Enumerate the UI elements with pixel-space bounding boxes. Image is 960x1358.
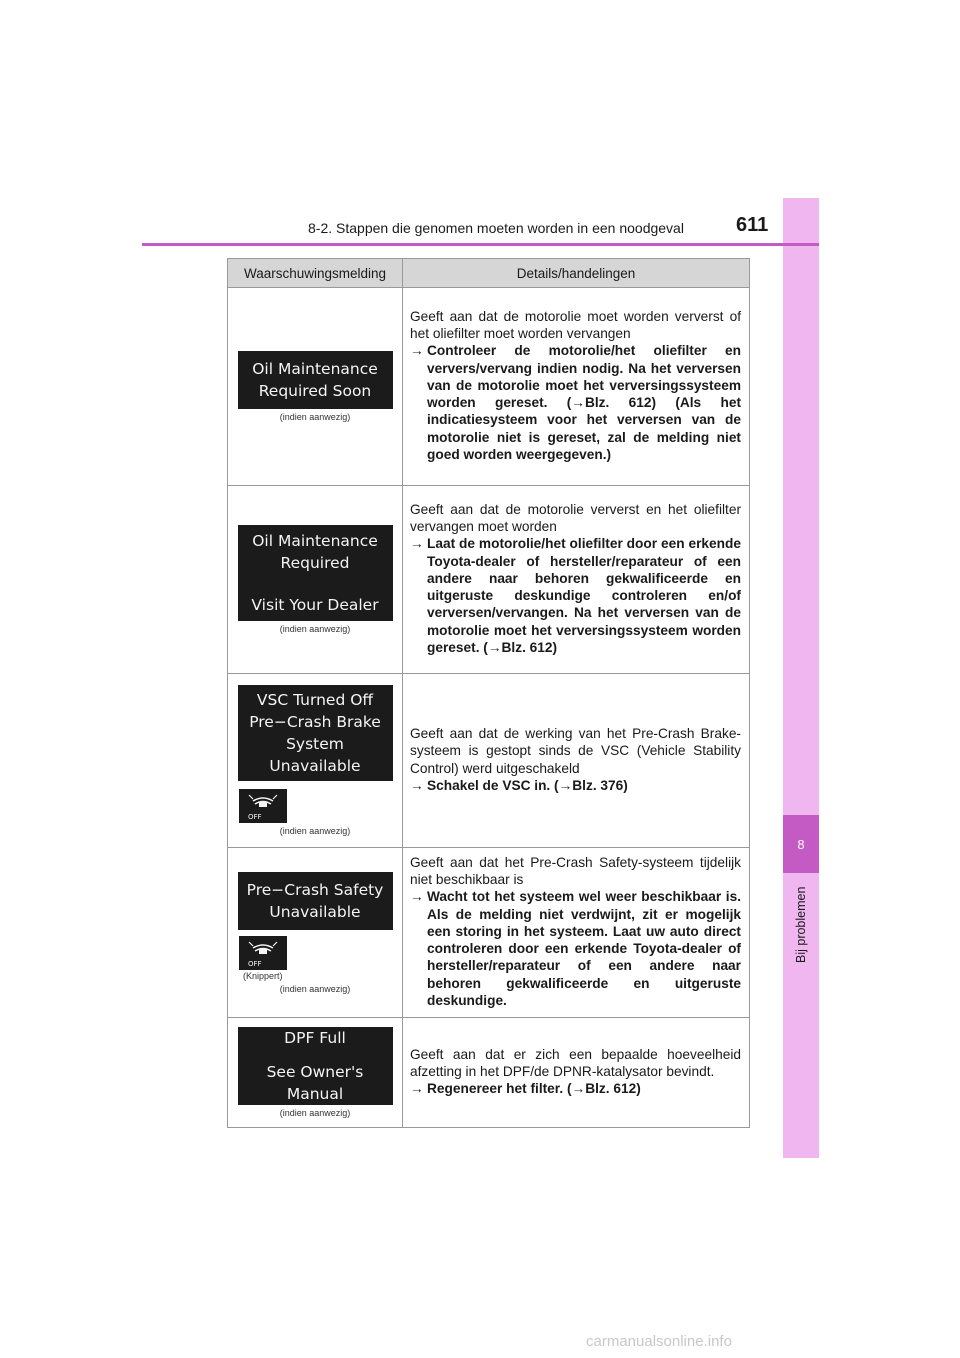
pcs-off-icon-graphic xyxy=(239,936,287,970)
row-description: Geeft aan dat er zich een bepaalde hoeveelheid afzetting in het DPF/de DPNR-katalysator bevindt. xyxy=(410,1046,741,1079)
details-cell xyxy=(403,848,750,1018)
pre-crash-safety-display xyxy=(238,872,393,930)
warning-cell xyxy=(228,486,403,674)
details-cell xyxy=(403,674,750,848)
page-number: 611 xyxy=(736,214,769,236)
availability-note: (indien aanwezig) xyxy=(279,1108,351,1118)
table-header-row xyxy=(228,259,750,288)
row-description: Geeft aan dat het Pre-Crash Safety-systeem tijdelijk niet beschikbaar is xyxy=(410,855,741,888)
action-text: Wacht tot het systeem wel weer beschikbaar is. Als de melding niet verdwijnt, zit er mogelijk een storing in het systeem. Laat uw auto direct controleren door een erkende Toyota-dealer of hersteller/reparateur of een andere naar behoren gekwalificeerde en uitgeruste deskundige. xyxy=(427,889,741,1008)
pcs-off-icon xyxy=(239,789,287,823)
display-line: System xyxy=(286,735,344,753)
dpf-full-display xyxy=(238,1027,393,1105)
display-line: Oil Maintenance xyxy=(252,360,378,378)
row-action xyxy=(410,777,741,794)
row-description: Geeft aan dat de werking van het Pre-Crash Brake-systeem is gestopt sinds de VSC (Vehicle Stability Control) werd uitgeschakeld xyxy=(410,726,741,776)
icon-off-label: OFF xyxy=(248,959,262,968)
display-line: DPF Full xyxy=(284,1029,346,1047)
arrow-icon: → xyxy=(410,777,424,793)
display-line: Oil Maintenance xyxy=(252,532,378,550)
chapter-side-tab xyxy=(783,198,819,1158)
table-row xyxy=(228,486,750,674)
flashing-caption: (Knippert) xyxy=(243,970,283,981)
section-title: 8-2. Stappen die genomen moeten worden in een noodgeval xyxy=(308,220,684,236)
details-cell xyxy=(403,288,750,486)
row-action xyxy=(410,888,741,1008)
table-row xyxy=(228,674,750,848)
display-line: VSC Turned Off xyxy=(256,691,374,709)
table-row xyxy=(228,288,750,486)
availability-note: (indien aanwezig) xyxy=(279,826,351,836)
display-line: Unavailable xyxy=(269,902,361,921)
row-action xyxy=(410,1080,741,1097)
availability-note: (indien aanwezig) xyxy=(279,624,351,634)
chapter-label: Bij problemen xyxy=(794,886,808,964)
display-line: Required Soon xyxy=(258,382,372,400)
display-line: See Owner's Manual xyxy=(266,1063,364,1103)
oil-maintenance-soon-display xyxy=(238,351,393,409)
arrow-icon: → xyxy=(410,889,424,905)
table-row xyxy=(228,1018,750,1128)
arrow-icon: → xyxy=(410,1081,424,1097)
display-line xyxy=(238,574,393,594)
display-line: Visit Your Dealer xyxy=(251,596,379,614)
action-text: Regenereer het filter. (→Blz. 612) xyxy=(427,1081,641,1097)
arrow-icon: → xyxy=(410,536,424,552)
warning-cell xyxy=(228,674,403,848)
arrow-icon: → xyxy=(410,343,424,359)
icon-off-label: OFF xyxy=(248,813,262,821)
display-line xyxy=(238,1049,393,1061)
details-cell xyxy=(403,1018,750,1128)
row-description: Geeft aan dat de motorolie ververst en het oliefilter vervangen moet worden xyxy=(410,502,741,535)
row-action xyxy=(410,342,741,462)
oil-maintenance-dealer-display xyxy=(238,525,393,621)
availability-note: (indien aanwezig) xyxy=(279,412,351,422)
pcs-off-icon xyxy=(239,936,287,970)
action-text: Schakel de VSC in. (→Blz. 376) xyxy=(427,777,628,793)
pcs-off-icon-graphic xyxy=(239,789,287,823)
display-line: Required xyxy=(280,554,350,572)
column-header-warning: Waarschuwingsmelding xyxy=(228,259,403,288)
warning-cell xyxy=(228,1018,403,1128)
column-header-details: Details/handelingen xyxy=(403,259,750,288)
availability-note: (indien aanwezig) xyxy=(279,983,351,994)
warning-cell xyxy=(228,848,403,1018)
warning-message-table xyxy=(227,258,750,1128)
display-line: Pre−Crash Safety xyxy=(246,880,384,899)
row-action xyxy=(410,535,741,655)
display-line: Pre−Crash Brake xyxy=(249,713,381,731)
details-cell xyxy=(403,486,750,674)
table-row xyxy=(228,848,750,1018)
action-text: Controleer de motorolie/het oliefilter en ververs/vervang indien nodig. Na het verversen van de motorolie moet het verversingssysteem worden gereset. (→Blz. 612) (Als het indicatiesysteem voor het verversen van de motorolie niet is gereset, zal de melding niet goed worden weergegeven.) xyxy=(427,343,741,462)
chapter-number: 8 xyxy=(783,815,819,873)
row-description: Geeft aan dat de motorolie moet worden ververst of het oliefilter moet worden vervangen xyxy=(410,309,741,342)
vsc-turned-off-display xyxy=(238,685,393,781)
header-divider xyxy=(142,243,819,246)
watermark: carmanualsonline.info xyxy=(586,1333,732,1350)
action-text: Laat de motorolie/het oliefilter door een erkende Toyota-dealer of hersteller/reparateur of een andere naar behoren gekwalificeerde en uitgeruste deskundige controleren en/of verversen/vervangen. Na het verversen van de motorolie moet het verversingssysteem worden gereset. (→Blz. 612) xyxy=(427,536,741,655)
display-line: Unavailable xyxy=(269,757,361,775)
warning-cell xyxy=(228,288,403,486)
